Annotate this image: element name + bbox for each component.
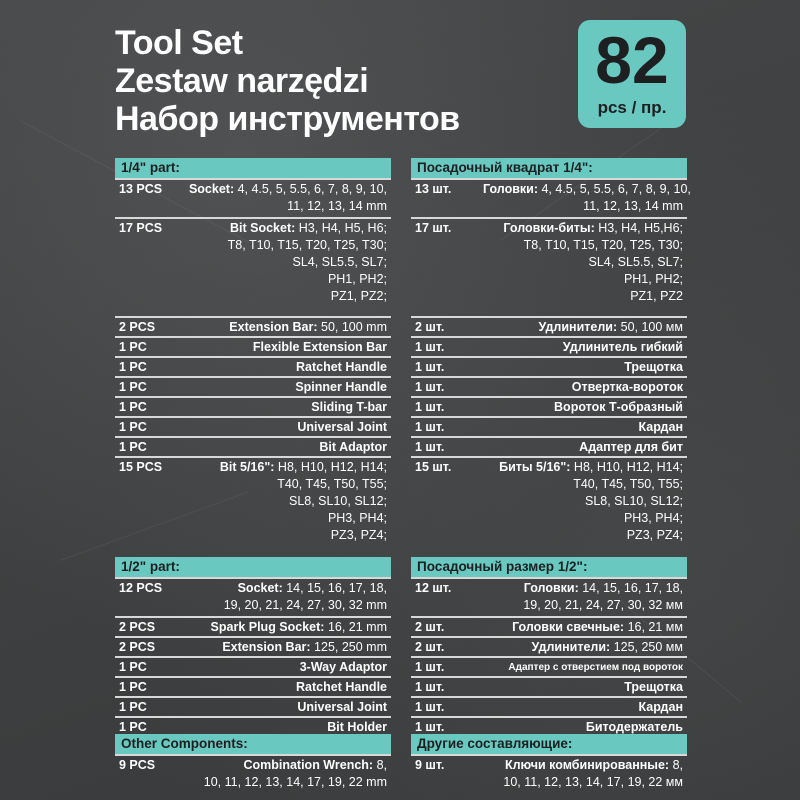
list-item <box>115 456 391 556</box>
item-description <box>187 639 387 656</box>
list-item <box>411 656 687 676</box>
item-value: 16, 21 mm <box>324 620 387 634</box>
item-quantity: 1 PC <box>119 660 147 674</box>
item-label: Адаптер с отверстием под вороток <box>508 662 683 673</box>
item-value: PZ3, PZ4; <box>626 528 683 542</box>
item-label: Головки: <box>483 182 538 196</box>
item-quantity: 17 PCS <box>119 221 163 235</box>
item-value: H3, H4, H5,H6; <box>594 221 683 235</box>
item-label: Головки свечные: <box>512 620 625 634</box>
item-label: Удлинители: <box>538 320 618 334</box>
list-item <box>411 316 687 336</box>
item-label: Universal Joint <box>297 700 387 714</box>
list-item <box>115 356 391 376</box>
item-quantity: 1 PC <box>119 380 147 394</box>
item-label: Socket: <box>237 581 283 595</box>
item-description <box>187 459 387 544</box>
list-item <box>115 316 391 336</box>
item-description <box>483 580 683 614</box>
item-description <box>483 719 683 736</box>
item-label: Ratchet Handle <box>296 360 387 374</box>
list-item <box>115 178 391 217</box>
item-description <box>483 679 683 696</box>
item-label: Битодержатель <box>585 720 683 734</box>
item-quantity: 1 шт. <box>415 420 445 434</box>
list-item <box>411 696 687 716</box>
item-label: Ключи комбинированные: <box>504 758 670 772</box>
item-label: Bit 5/16": <box>219 460 275 474</box>
list-item <box>411 436 687 456</box>
item-label: Кардан <box>638 420 683 434</box>
item-label: Spark Plug Socket: <box>210 620 325 634</box>
item-quantity: 1 шт. <box>415 660 445 674</box>
item-description <box>187 359 387 376</box>
item-quantity: 1 шт. <box>415 380 445 394</box>
item-label: Трещотка <box>624 680 683 694</box>
list-item <box>115 754 391 794</box>
item-label: Удлинители: <box>531 640 611 654</box>
item-quantity: 13 шт. <box>415 182 452 196</box>
item-description <box>483 359 683 376</box>
item-value: 10, 11, 12, 13, 14, 17, 19, 22 mm <box>203 775 387 789</box>
piece-count-unit: pcs / пр. <box>597 98 667 117</box>
item-label: Socket: <box>188 182 235 196</box>
item-description <box>483 757 683 791</box>
item-quantity: 1 шт. <box>415 360 445 374</box>
item-value: 125, 250 mm <box>310 640 387 654</box>
item-description <box>187 419 387 436</box>
item-description <box>187 719 387 736</box>
list-item <box>115 656 391 676</box>
item-quantity: 2 шт. <box>415 640 445 654</box>
item-quantity: 9 PCS <box>119 758 156 772</box>
item-value: H8, H10, H12, H14; <box>570 460 683 474</box>
list-item <box>411 616 687 636</box>
list-item <box>411 456 687 556</box>
item-value: 4, 4.5, 5, 5.5, 6, 7, 8, 9, 10, <box>234 182 387 196</box>
item-quantity: 1 шт. <box>415 680 445 694</box>
item-label: Universal Joint <box>297 420 387 434</box>
item-value: SL4, SL5.5, SL7; <box>292 255 387 269</box>
section-header-other: Other Components: <box>115 734 391 754</box>
item-description <box>187 757 387 791</box>
item-quantity: 1 PC <box>119 340 147 354</box>
item-label: Отвертка-вороток <box>571 380 683 394</box>
item-label: Удлинитель гибкий <box>562 340 683 354</box>
list-item <box>115 376 391 396</box>
item-quantity: 2 PCS <box>119 620 156 634</box>
item-value: PZ1, PZ2; <box>330 289 387 303</box>
item-label: Flexible Extension Bar <box>252 340 387 354</box>
list-item <box>411 416 687 436</box>
item-description <box>483 659 683 676</box>
item-value: H3, H4, H5, H6; <box>295 221 387 235</box>
item-label: Bit Socket: <box>230 221 296 235</box>
list-item <box>115 676 391 696</box>
item-description <box>483 220 683 305</box>
item-description <box>187 399 387 416</box>
item-label: Spinner Handle <box>295 380 387 394</box>
item-label: Адаптер для бит <box>579 440 683 454</box>
item-description <box>483 419 683 436</box>
item-description <box>187 379 387 396</box>
item-value: 11, 12, 13, 14 mm <box>583 199 683 213</box>
item-value: 8, <box>373 758 387 772</box>
item-value: PH3, PH4; <box>623 511 683 525</box>
item-value: 14, 15, 16, 17, 18, <box>282 581 387 595</box>
item-description <box>187 319 387 336</box>
list-item <box>115 436 391 456</box>
item-value: 8, <box>669 758 683 772</box>
item-quantity: 17 шт. <box>415 221 452 235</box>
section-header-quarter-inch: Посадочный квадрат 1/4": <box>411 158 687 178</box>
item-description <box>187 220 387 305</box>
item-description <box>187 439 387 456</box>
item-description <box>187 339 387 356</box>
item-quantity: 15 шт. <box>415 460 452 474</box>
piece-count-number: 82 <box>595 23 669 97</box>
item-quantity: 2 шт. <box>415 320 445 334</box>
item-description <box>187 580 387 614</box>
item-label: Трещотка <box>624 360 683 374</box>
item-description <box>483 619 683 636</box>
item-quantity: 12 PCS <box>119 581 163 595</box>
item-value: SL8, SL10, SL12; <box>289 494 387 508</box>
list-item <box>115 696 391 716</box>
item-value: PH1, PH2; <box>623 272 683 286</box>
item-description <box>483 439 683 456</box>
list-item <box>115 636 391 656</box>
item-description <box>187 619 387 636</box>
item-quantity: 1 PC <box>119 680 147 694</box>
item-description <box>483 319 683 336</box>
list-item <box>115 616 391 636</box>
item-quantity: 15 PCS <box>119 460 163 474</box>
list-item <box>411 716 687 734</box>
item-value: PZ1, PZ2 <box>630 289 683 303</box>
item-quantity: 1 PC <box>119 720 147 734</box>
item-quantity: 1 шт. <box>415 440 445 454</box>
item-description <box>483 399 683 416</box>
item-value: 125, 250 мм <box>610 640 683 654</box>
item-description <box>187 679 387 696</box>
item-value: T8, T10, T15, T20, T25, T30; <box>227 238 387 252</box>
list-item <box>411 178 691 217</box>
item-quantity: 1 PC <box>119 700 147 714</box>
piece-count-badge <box>578 20 686 128</box>
section-header-half-inch: Посадочный размер 1/2": <box>411 557 687 577</box>
item-label: Вороток Т-образный <box>554 400 683 414</box>
item-value: 50, 100 mm <box>317 320 387 334</box>
list-item <box>115 396 391 416</box>
item-quantity: 1 PC <box>119 360 147 374</box>
item-quantity: 9 шт. <box>415 758 445 772</box>
section-header-other: Другие составляющие: <box>411 734 687 754</box>
item-quantity: 1 шт. <box>415 400 445 414</box>
item-description <box>483 339 683 356</box>
item-value: 16, 21 мм <box>624 620 683 634</box>
item-value: H8, H10, H12, H14; <box>274 460 387 474</box>
section-header-half-inch: 1/2" part: <box>115 557 391 577</box>
item-value: T40, T45, T50, T55; <box>573 477 683 491</box>
item-label: Sliding T-bar <box>311 400 387 414</box>
item-value: SL8, SL10, SL12; <box>585 494 683 508</box>
list-item <box>115 416 391 436</box>
list-item <box>115 336 391 356</box>
list-item <box>411 336 687 356</box>
item-value: 10, 11, 12, 13, 14, 17, 19, 22 мм <box>503 775 683 789</box>
item-label: Биты 5/16": <box>499 460 571 474</box>
list-item <box>115 217 391 316</box>
item-value: 19, 20, 21, 24, 27, 30, 32 mm <box>223 598 387 612</box>
item-label: Extension Bar: <box>229 320 318 334</box>
item-value: SL4, SL5.5, SL7; <box>588 255 683 269</box>
item-description <box>483 639 683 656</box>
item-description <box>483 699 683 716</box>
item-description <box>187 659 387 676</box>
item-quantity: 1 PC <box>119 440 147 454</box>
item-value: T8, T10, T15, T20, T25, T30; <box>523 238 683 252</box>
list-item <box>115 577 391 616</box>
item-quantity: 1 PC <box>119 420 147 434</box>
item-description <box>483 459 683 544</box>
item-value: T40, T45, T50, T55; <box>277 477 387 491</box>
item-value: 14, 15, 16, 17, 18, <box>578 581 683 595</box>
section-header-quarter-inch: 1/4" part: <box>115 158 391 178</box>
item-quantity: 2 PCS <box>119 640 156 654</box>
item-label: Combination Wrench: <box>243 758 374 772</box>
item-description <box>483 181 691 215</box>
item-quantity: 2 шт. <box>415 620 445 634</box>
list-item <box>115 716 391 734</box>
item-value: PZ3, PZ4; <box>330 528 387 542</box>
item-value: PH1, PH2; <box>327 272 387 286</box>
item-label: Extension Bar: <box>222 640 311 654</box>
item-quantity: 1 шт. <box>415 720 445 734</box>
list-item <box>411 396 687 416</box>
item-quantity: 1 шт. <box>415 700 445 714</box>
item-quantity: 13 PCS <box>119 182 163 196</box>
item-quantity: 1 PC <box>119 400 147 414</box>
list-item <box>411 577 687 616</box>
list-item <box>411 754 687 794</box>
item-value: 50, 100 мм <box>617 320 683 334</box>
item-label: Головки: <box>523 581 579 595</box>
list-item <box>411 356 687 376</box>
item-value: PH3, PH4; <box>327 511 387 525</box>
list-item <box>411 376 687 396</box>
item-description <box>483 379 683 396</box>
item-description <box>187 699 387 716</box>
list-item <box>411 636 687 656</box>
list-item <box>411 217 687 316</box>
list-item <box>411 676 687 696</box>
item-label: Ratchet Handle <box>296 680 387 694</box>
title-polish: Zestaw narzędzi <box>115 62 369 100</box>
title-russian: Набор инструментов <box>115 100 460 138</box>
item-label: Кардан <box>638 700 683 714</box>
item-value: 19, 20, 21, 24, 27, 30, 32 мм <box>523 598 683 612</box>
item-label: 3-Way Adaptor <box>299 660 387 674</box>
item-value: 4, 4.5, 5, 5.5, 6, 7, 8, 9, 10, <box>538 182 691 196</box>
item-quantity: 12 шт. <box>415 581 452 595</box>
title-english: Tool Set <box>115 24 243 62</box>
item-label: Bit Holder <box>327 720 387 734</box>
item-label: Головки-биты: <box>503 221 595 235</box>
item-value: 11, 12, 13, 14 mm <box>287 199 387 213</box>
item-quantity: 2 PCS <box>119 320 156 334</box>
item-label: Bit Adaptor <box>319 440 387 454</box>
item-description <box>187 181 387 215</box>
item-quantity: 1 шт. <box>415 340 445 354</box>
